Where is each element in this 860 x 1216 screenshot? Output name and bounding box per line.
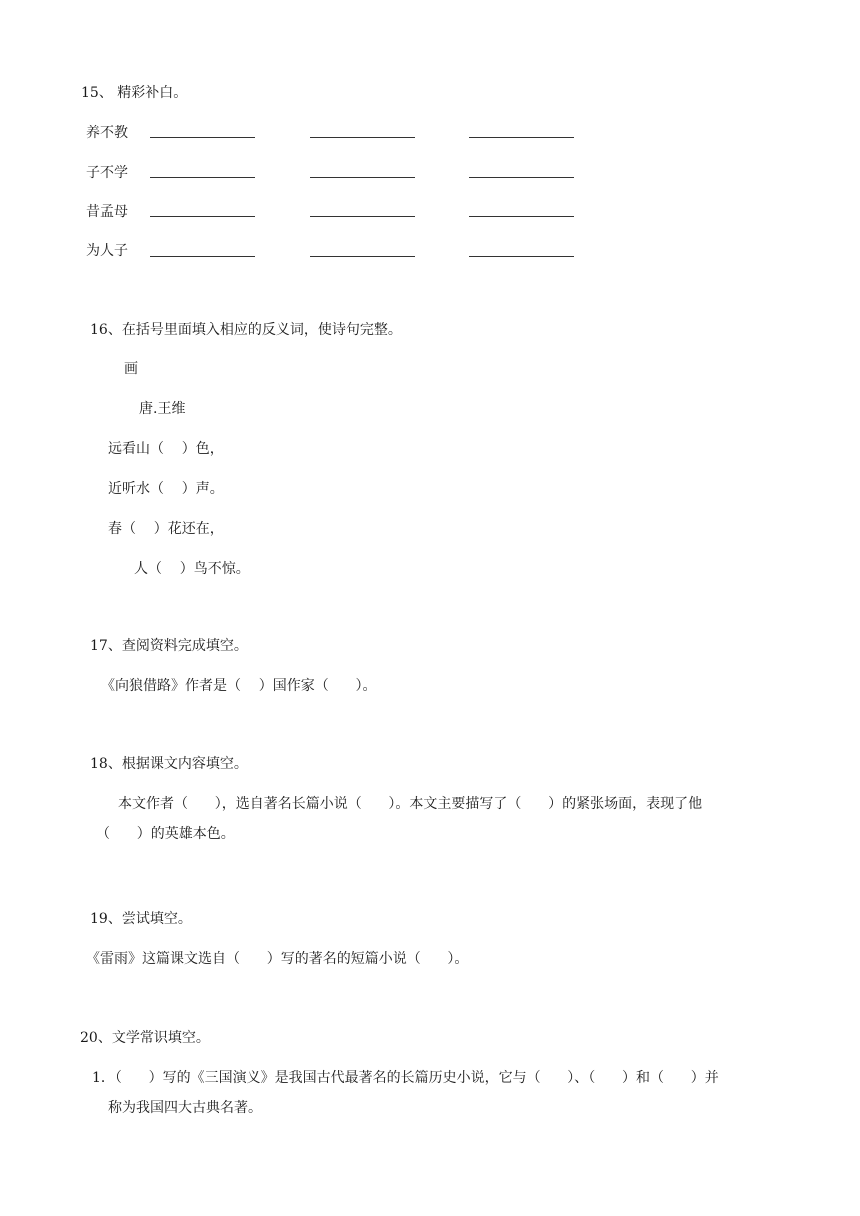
q15-blank[interactable] (310, 137, 415, 138)
q17-text: 《向狼借路》作者是（ ）国作家（ ）。 (101, 678, 377, 694)
q15-blank[interactable] (310, 177, 415, 178)
q15-blank[interactable] (150, 256, 255, 257)
poem-line: 人（ ）鸟不惊。 (134, 561, 250, 577)
q20-item-line: 1．（ ）写的《三国演义》是我国古代最著名的长篇历史小说，它与（ ）、（ ）和（ ）并 (92, 1070, 719, 1086)
poem-author: 唐.王维 (139, 401, 186, 417)
q15-row-label: 养不教 (86, 125, 128, 141)
q20-item-line: 称为我国四大古典名著。 (108, 1100, 262, 1116)
q19-title: 19、尝试填空。 (90, 911, 192, 927)
q19-text: 《雷雨》这篇课文选自（ ）写的著名的短篇小说（ ）。 (86, 951, 469, 967)
q15-blank[interactable] (469, 256, 574, 257)
q16-title: 16、在括号里面填入相应的反义词，使诗句完整。 (90, 322, 402, 338)
poem-title: 画 (124, 361, 138, 377)
q15-blank[interactable] (469, 216, 574, 217)
q15-blank[interactable] (150, 137, 255, 138)
poem-line: 近听水（ ）声。 (108, 481, 224, 497)
q15-row-label: 为人子 (86, 243, 128, 259)
poem-line: 春（ ）花还在， (108, 521, 224, 537)
q15-blank[interactable] (310, 216, 415, 217)
q15-blank[interactable] (469, 137, 574, 138)
poem-line: 远看山（ ）色， (108, 441, 224, 457)
q15-title: 15、 精彩补白。 (81, 85, 188, 101)
q15-blank[interactable] (150, 177, 255, 178)
q18-title: 18、根据课文内容填空。 (90, 756, 248, 772)
q15-row-label: 子不学 (86, 165, 128, 181)
q15-blank[interactable] (310, 256, 415, 257)
q15-blank[interactable] (150, 216, 255, 217)
q18-text-line: （ ）的英雄本色。 (96, 826, 235, 842)
q17-title: 17、查阅资料完成填空。 (90, 638, 248, 654)
q20-title: 20、文学常识填空。 (80, 1030, 210, 1046)
q15-blank[interactable] (469, 177, 574, 178)
q15-row-label: 昔孟母 (86, 204, 128, 220)
q18-text-line: 本文作者（ ），选自著名长篇小说（ ）。本文主要描写了（ ）的紧张场面，表现了他 (118, 796, 703, 812)
